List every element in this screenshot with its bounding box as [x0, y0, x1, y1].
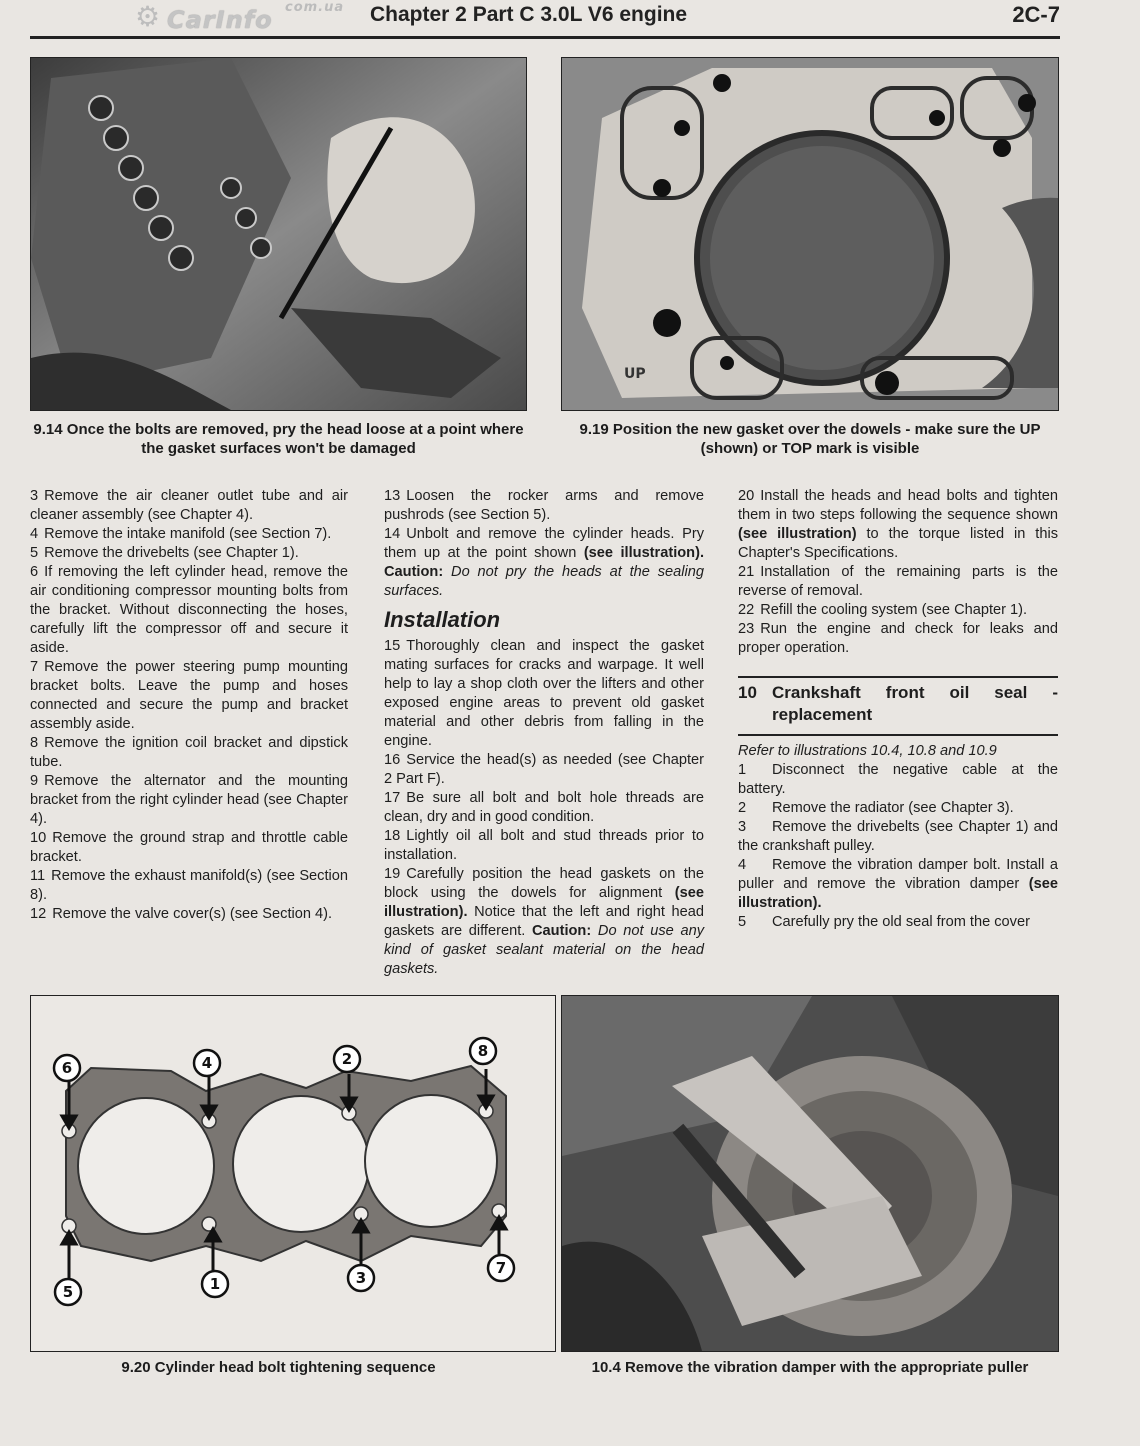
step-10: 10 Remove the ground strap and throttle cable bracket. — [30, 830, 348, 865]
bolt-label-5: 5 — [62, 1283, 74, 1301]
section-10-heading: 10 Crankshaft front oil seal - replacement — [738, 683, 1058, 724]
step-22: 22 Refill the cooling system (see Chapter 1). — [738, 602, 1028, 618]
text-column-1 — [30, 487, 348, 924]
engine-photo-graphic — [31, 58, 526, 410]
step-20: 20 Install the heads and head bolts and tighten them in two steps following the sequence shown (see illustration) to the torque listed in this Chapter's Specifications. — [738, 488, 1059, 561]
photo-damper-puller — [561, 995, 1059, 1352]
step-23: 23 Run the engine and check for leaks and proper operation. — [738, 621, 1058, 656]
bolt-label-7: 7 — [495, 1259, 507, 1277]
gear-icon: ⚙ — [135, 0, 162, 33]
caption-9-19: 9.19 Position the new gasket over the dowels - make sure the UP (shown) or TOP mark is visible — [579, 421, 1041, 457]
caption-9-14: 9.14 Once the bolts are removed, pry the head loose at a point where the gasket surfaces won't be damaged — [33, 421, 524, 457]
refer-note: Refer to illustrations 10.4, 10.8 and 10.9 — [738, 743, 997, 759]
gasket-diagram — [31, 996, 555, 1351]
bolt-label-2: 2 — [341, 1050, 353, 1068]
step-13: 13 Loosen the rocker arms and remove pushrods (see Section 5). — [384, 488, 704, 523]
step-3: 3 Remove the air cleaner outlet tube and air cleaner assembly (see Chapter 4). — [30, 488, 348, 523]
diagram-bolt-sequence — [30, 995, 556, 1352]
logo-text: CarInfo — [167, 6, 273, 34]
step-5: 5 Remove the drivebelts (see Chapter 1). — [30, 545, 299, 561]
step-11: 11 Remove the exhaust manifold(s) (see Section 8). — [30, 868, 348, 903]
section-rule-bottom — [738, 734, 1058, 736]
site-logo — [135, 2, 355, 34]
step-7: 7 Remove the power steering pump mounting bracket bolts. Leave the pump and hoses connected and secure the pump and bracket assembly aside. — [30, 659, 348, 732]
damper-photo-graphic — [562, 996, 1058, 1351]
header-rule — [30, 36, 1060, 39]
chapter-title: Chapter 2 Part C 3.0L V6 engine — [370, 3, 688, 26]
text-column-3 — [738, 487, 1058, 932]
step-12: 12 Remove the valve cover(s) (see Section 4). — [30, 906, 333, 922]
page-number: 2C-7 — [1012, 2, 1060, 27]
step-10-2: 2 Remove the radiator (see Chapter 3). — [738, 800, 1014, 816]
bolt-label-3: 3 — [355, 1269, 367, 1287]
page-header — [30, 0, 1060, 36]
step-19: 19 Carefully position the head gaskets on the block using the dowels for alignment (see illustration). Notice that the left and right head gaskets are different. Caution: Do not use any kind of gasket sealant material on the head gaskets. — [384, 866, 704, 977]
step-18: 18 Lightly oil all bolt and stud threads prior to installation. — [384, 828, 704, 863]
step-10-4: 4 Remove the vibration damper bolt. Install a puller and remove the vibration damper (see illustration). — [738, 857, 1058, 911]
step-17: 17 Be sure all bolt and bolt hole threads are clean, dry and in good condition. — [384, 790, 704, 825]
text-column-2 — [384, 487, 704, 979]
logo-domain: com.ua — [285, 0, 345, 15]
step-10-3: 3 Remove the drivebelts (see Chapter 1) and the crankshaft pulley. — [738, 819, 1058, 854]
step-9: 9 Remove the alternator and the mounting bracket from the right cylinder head (see Chapter 4). — [30, 773, 348, 827]
step-15: 15 Thoroughly clean and inspect the gasket mating surfaces for cracks and warpage. It well help to lay a shop cloth over the lifters and other exposed engine areas to prevent old gasket material and other debris from falling in the engine. — [384, 638, 704, 749]
caption-9-20: 9.20 Cylinder head bolt tightening sequence — [121, 1359, 436, 1376]
section-rule-top — [738, 676, 1058, 678]
installation-heading: Installation — [384, 607, 501, 632]
bolt-label-1: 1 — [209, 1275, 221, 1293]
photo-head-removal — [30, 57, 527, 411]
step-4: 4 Remove the intake manifold (see Section 7). — [30, 526, 332, 542]
step-14: 14 Unbolt and remove the cylinder heads. Pry them up at the point shown (see illustration). Caution: Do not pry the heads at the sealing surfaces. — [384, 526, 704, 599]
photo-gasket-position — [561, 57, 1059, 411]
bolt-label-6: 6 — [61, 1059, 73, 1077]
step-10-1: 1 Disconnect the negative cable at the battery. — [738, 762, 1058, 797]
bolt-label-4: 4 — [201, 1054, 213, 1072]
up-mark-text: UP — [624, 366, 646, 382]
step-8: 8 Remove the ignition coil bracket and dipstick tube. — [30, 735, 348, 770]
step-6: 6 If removing the left cylinder head, remove the air conditioning compressor mounting bolts from the bracket. Without disconnecting the hoses, carefully lift the compressor off and secure it aside. — [30, 564, 348, 656]
step-21: 21 Installation of the remaining parts is the reverse of removal. — [738, 564, 1058, 599]
gasket-photo-graphic — [562, 58, 1058, 410]
step-16: 16 Service the head(s) as needed (see Chapter 2 Part F). — [384, 752, 704, 787]
caption-10-4: 10.4 Remove the vibration damper with the appropriate puller — [591, 1359, 1029, 1376]
bolt-label-8: 8 — [477, 1042, 489, 1060]
step-10-5: 5 Carefully pry the old seal from the cover — [738, 914, 1030, 930]
